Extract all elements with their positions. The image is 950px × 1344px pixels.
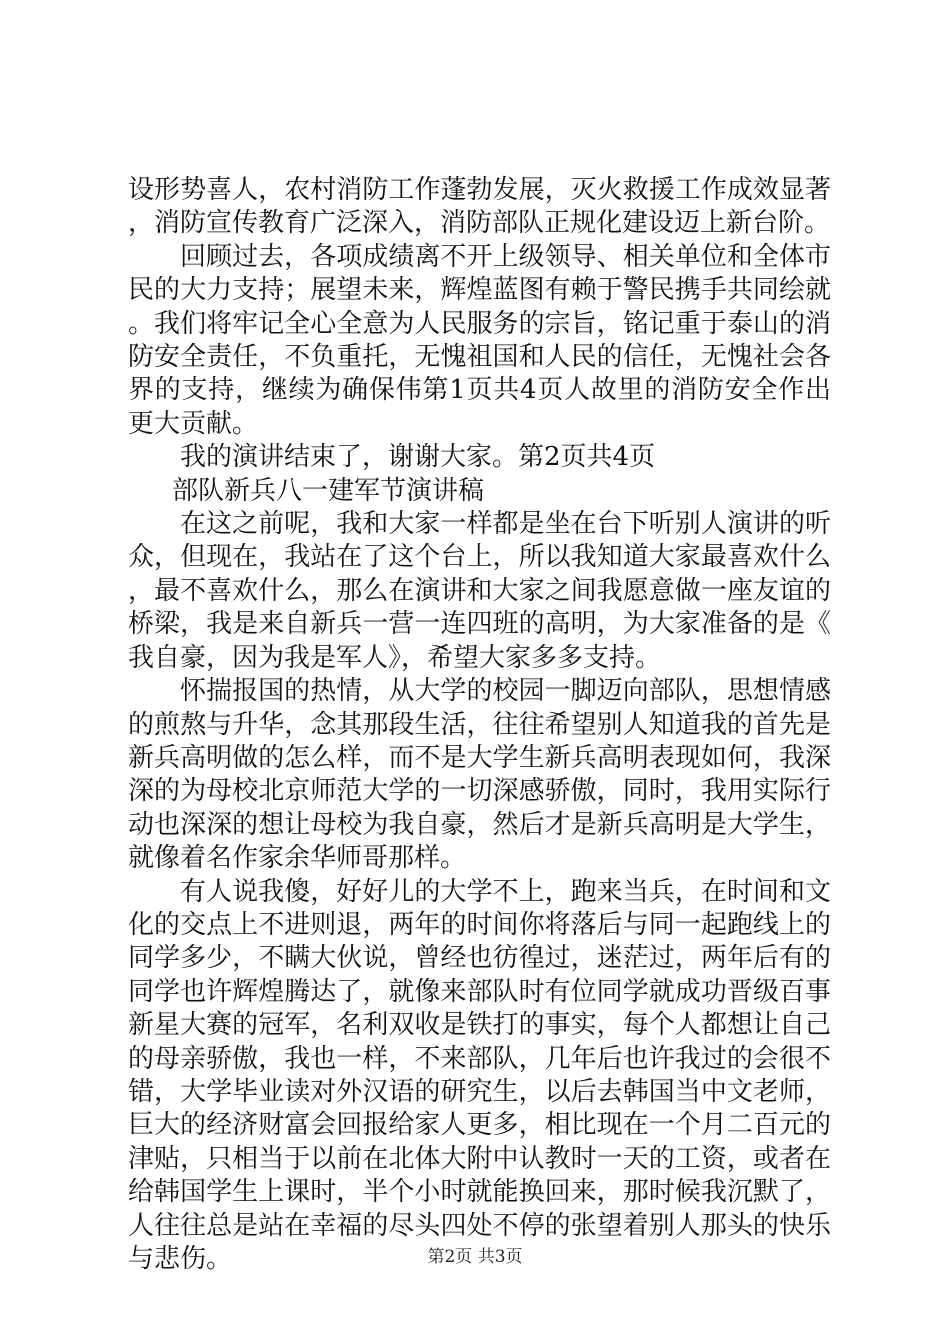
paragraph-closing: 我的演讲结束了，谢谢大家。第2页共4页 — [180, 442, 656, 473]
paragraph-continuation: 设形势喜人，农村消防工作蓬勃发展，灭火救援工作成效显著，消防宣传教育广泛深入，消防部队正规化建设迈上新台阶。 — [128, 175, 831, 239]
document-body — [128, 174, 831, 1276]
paragraph-reflection: 有人说我傻，好好儿的大学不上，跑来当兵，在时间和文化的交点上不进则退，两年的时间你将落后与同一起跑线上的同学多少，不瞒大伙说，曾经也彷徨过，迷茫过，两年后有的同学也许辉煌腾达了，就像来部队时有位同学就成功晋级百事新星大赛的冠军，名利双收是铁打的事实，每个人都想让自己的母亲骄傲，我也一样，不来部队，几年后也许我过的会很不错，大学毕业读对外汉语的研究生，以后去韩国当中文老师，巨大的经济财富会回报给家人更多，相比现在一个月二百元的津贴，只相当于以前在北体大附中认教时一天的工资，或者在给韩国学生上课时，半个小时就能换回来，那时候我沉默了，人往往总是站在幸福的尽头四处不停的张望着别人那头的快乐与悲伤。 — [128, 876, 831, 1274]
speech-title: 部队新兵八一建军节演讲稿 — [172, 475, 485, 506]
page-footer: 第2页 共3页 — [427, 1247, 523, 1267]
paragraph-campus-to-army: 怀揣报国的热情，从大学的校园一脚迈向部队，思想情感的煎熬与升华，念其那段生活，往往希望别人知道我的首先是新兵高明做的怎么样，而不是大学生新兵高明表现如何，我深深的为母校北京师范大学的一切深感骄傲，同时，我用实际行动也深深的想让母校为我自豪，然后才是新兵高明是大学生，就像着名作家余华师哥那样。 — [128, 676, 831, 874]
paragraph-review: 回顾过去，各项成绩离不开上级领导、相关单位和全体市民的大力支持；展望未来，辉煌蓝图有赖于警民携手共同绘就。我们将牢记全心全意为人民服务的宗旨，铭记重于泰山的消防安全责任，不负重托，无愧祖国和人民的信任，无愧社会各界的支持，继续为确保伟第1页共4页人故里的消防安全作出更大贡献。 — [128, 241, 831, 439]
paragraph-intro: 在这之前呢，我和大家一样都是坐在台下听别人演讲的听众，但现在，我站在了这个台上，所以我知道大家最喜欢什么，最不喜欢什么，那么在演讲和大家之间我愿意做一座友谊的桥梁，我是来自新兵一营一连四班的高明，为大家准备的是《我自豪，因为我是军人》，希望大家多多支持。 — [128, 509, 831, 673]
